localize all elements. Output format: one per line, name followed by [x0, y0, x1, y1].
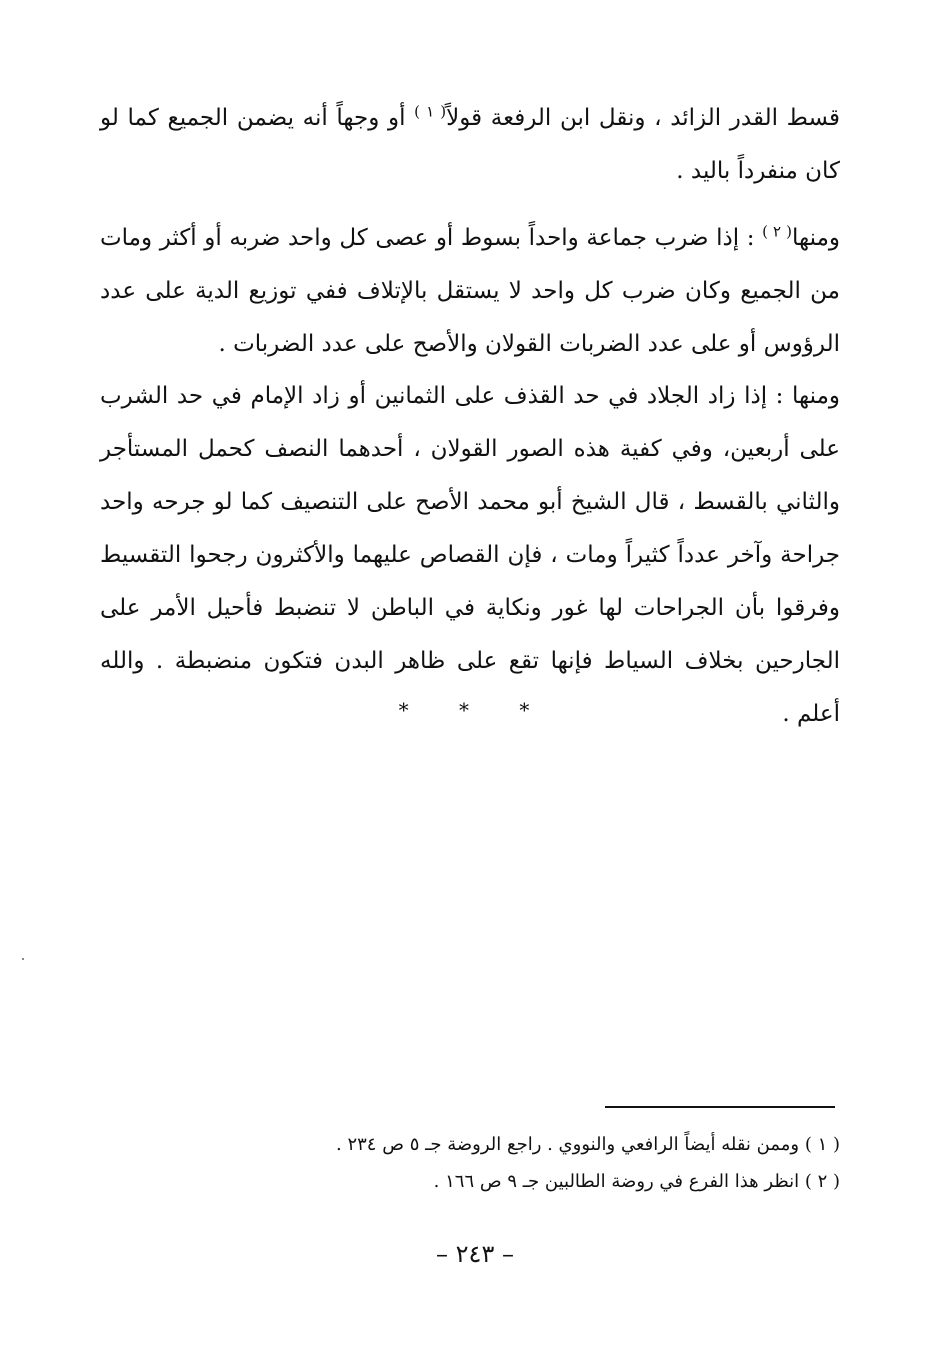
footnote-2: ( ٢ ) انظر هذا الفرع في روضة الطالبين جـ ٩ ص ١٦٦ .: [433, 1171, 840, 1192]
paragraph-2: [100, 212, 840, 371]
paragraph-1-text-start: قسط القدر الزائد ، ونقل ابن الرفعة قولاً: [446, 105, 841, 131]
paragraph-1: [100, 92, 840, 198]
footnote-ref-1: ( ١ ): [414, 102, 447, 121]
footnote-1: ( ١ ) وممن نقله أيضاً الرافعي والنووي . راجع الروضة جـ ٥ ص ٢٣٤ .: [336, 1134, 840, 1155]
scan-speck: [22, 958, 24, 960]
footnote-ref-2: ( ٢ ): [762, 222, 793, 241]
footnotes: [300, 1126, 840, 1200]
paragraph-3: [100, 370, 840, 741]
paragraph-1-text-end: أو وجهاً أنه يضمن الجميع كما لو كان منفرداً باليد .: [100, 105, 840, 184]
section-separator: * * *: [398, 698, 552, 722]
footnote-divider: [605, 1106, 835, 1108]
page-number: – ٢٤٣ –: [436, 1240, 514, 1268]
paragraph-2-text-start: ومنها: [792, 225, 841, 251]
paragraph-2-text-end: : إذا ضرب جماعة واحداً بسوط أو عصى كل واحد ضربه أو أكثر ومات من الجميع وكان ضرب كل واحد لا يستقل بالإتلاف ففي توزيع الدية على عدد الرؤوس أو على عدد الضربات القولان والأصح على عدد الضربات .: [100, 225, 840, 357]
paragraph-3-text: ومنها : إذا زاد الجلاد في حد القذف على الثمانين أو زاد الإمام في حد الشرب على أربعين، وفي كفية هذه الصور القولان ، أحدهما النصف كحمل المستأجر والثاني بالقسط ، قال الشيخ أبو محمد الأصح على التنصيف كما لو جرحه واحد جراحة وآخر عدداً كثيراً ومات ، فإن القصاص عليهما والأكثرون رجحوا التقسيط وفرقوا بأن الجراحات لها غور ونكاية في الباطن لا تنضبط فأحيل الأمر على الجارحين بخلاف السياط فإنها تقع على ظاهر البدن فتكون منضبطة . والله أعلم .: [100, 383, 840, 727]
